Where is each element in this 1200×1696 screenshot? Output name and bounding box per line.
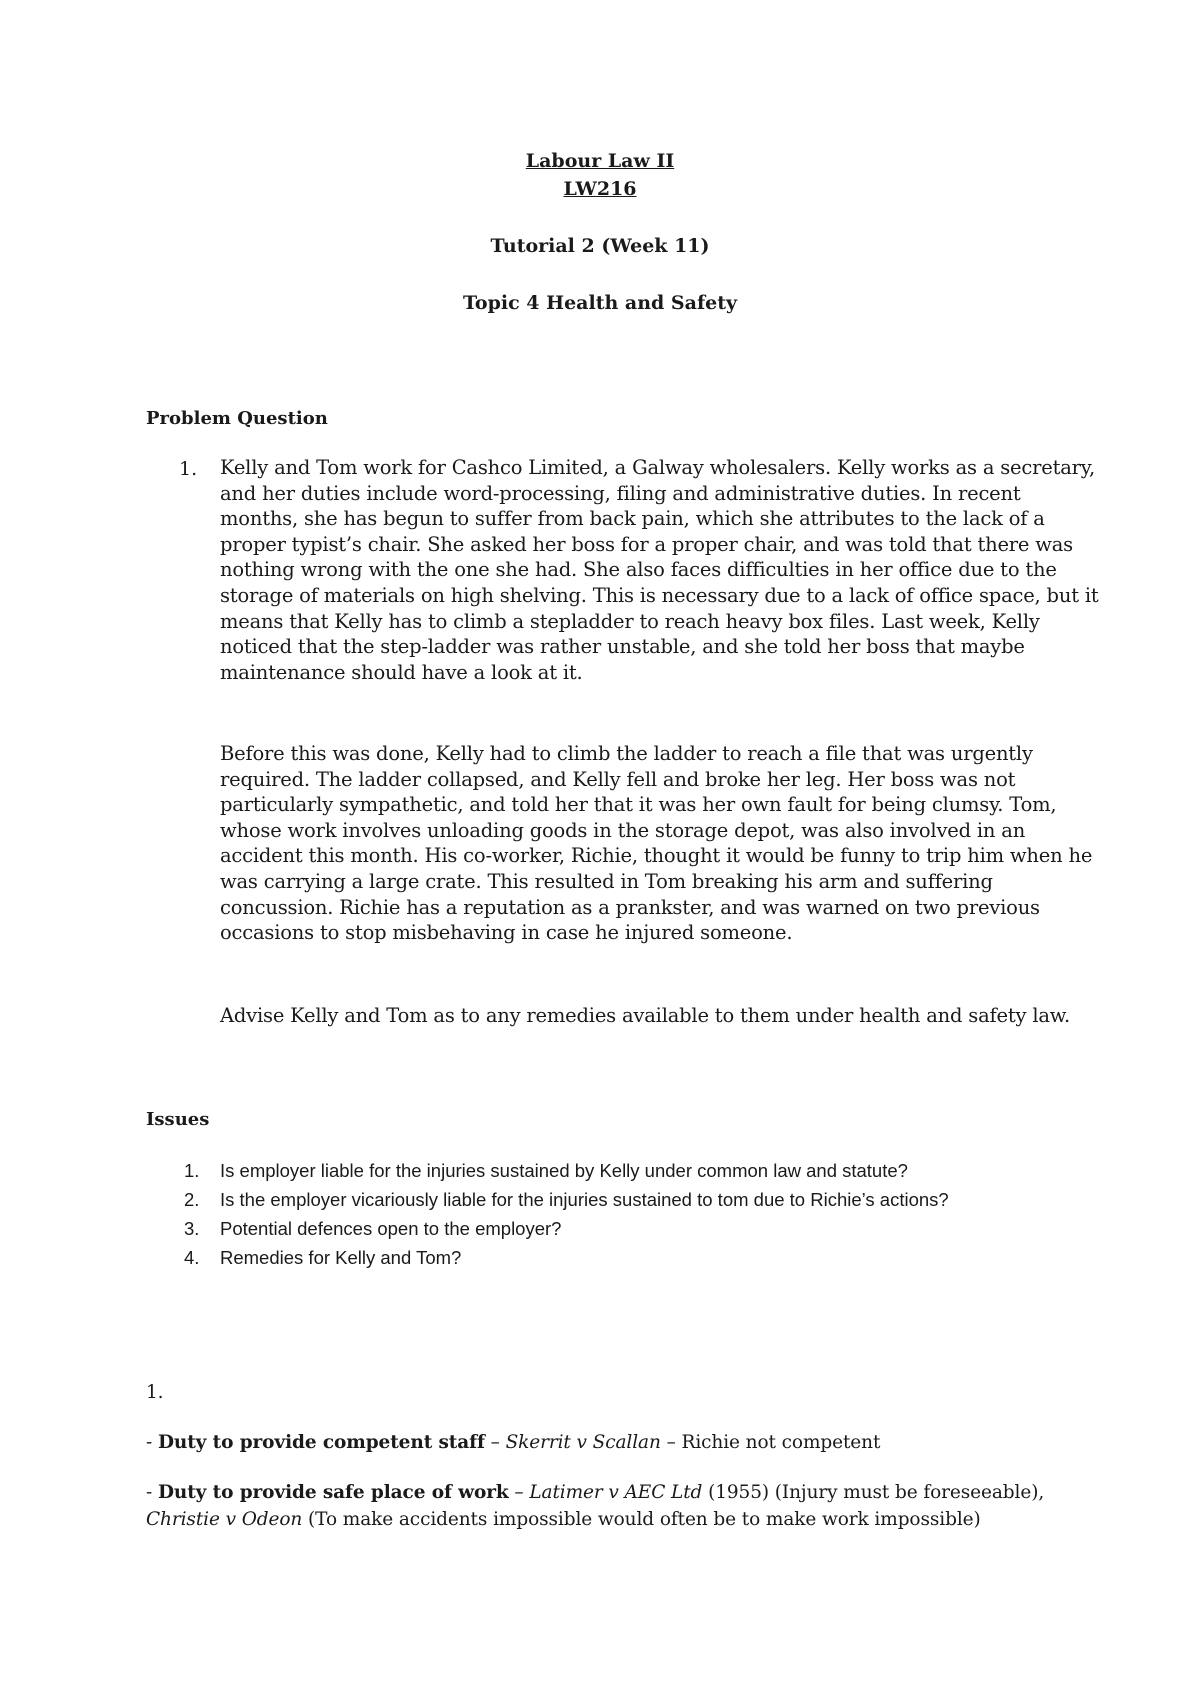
issue-item-1 <box>168 1156 1068 1185</box>
answer-line-1 <box>146 1432 880 1453</box>
line-dash: – <box>484 1432 506 1453</box>
line-prefix: - <box>146 1432 158 1453</box>
issue-text: Potential defences open to the employer? <box>220 1218 562 1239</box>
case-latimer-v-aec: Latimer v AEC Ltd <box>529 1482 703 1503</box>
line-rest: – Richie not competent <box>660 1432 881 1453</box>
case-skerrit-v-scallan: Skerrit v Scallan <box>505 1432 661 1453</box>
problem-heading: Problem Question <box>146 408 328 429</box>
issues-list <box>168 1156 1068 1272</box>
issue-text: Is employer liable for the injuries sustained by Kelly under common law and statute? <box>220 1160 908 1181</box>
problem-paragraph-1: Kelly and Tom work for Cashco Limited, a Galway wholesalers. Kelly works as a secretary, and her duties include word-processing, filing and administrative duties. In recent months, she has begun to suffer from back pain, which she attributes to the lack of a proper typist’s chair. She asked her boss for a proper chair, and was told that there was nothing wrong with the one she had. She also faces difficulties in her office due to the storage of materials on high shelving. This is necessary due to a lack of office space, but it means that Kelly has to climb a stepladder to reach heavy box files. Last week, Kelly noticed that the step-ladder was rather unstable, and she told her boss that maybe maintenance should have a look at it. <box>220 456 1099 684</box>
line-dash: – <box>508 1482 530 1503</box>
problem-number: 1. <box>179 458 198 480</box>
answer-line-2 <box>146 1482 1044 1503</box>
issue-number: 2. <box>184 1189 200 1210</box>
issue-item-4 <box>168 1243 1068 1272</box>
issues-heading: Issues <box>146 1109 210 1130</box>
problem-paragraph-3: Advise Kelly and Tom as to any remedies available to them under health and safety law. <box>220 1004 1070 1027</box>
duty-safe-place: Duty to provide safe place of work <box>157 1482 509 1503</box>
issue-number: 3. <box>184 1218 200 1239</box>
problem-paragraph-2: Before this was done, Kelly had to climb the ladder to reach a file that was urgently required. The ladder collapsed, and Kelly fell and broke her leg. Her boss was not particularly sympathetic, and told her that it was her own fault for being clumsy. Tom, whose work involves unloading goods in the storage depot, was also involved in an accident this month. His co-worker, Richie, thought it would be funny to trip him when he was carrying a large crate. This resulted in Tom breaking his arm and suffering concussion. Richie has a reputation as a prankster, and was warned on two previous occasions to stop misbehaving in case he injured someone. <box>220 742 1093 945</box>
answer-number: 1. <box>146 1382 164 1403</box>
issue-item-2 <box>168 1185 1068 1214</box>
line-prefix: - <box>146 1482 158 1503</box>
issue-text: Is the employer vicariously liable for the injuries sustained to tom due to Richie’s actions? <box>220 1189 949 1210</box>
issue-number: 4. <box>184 1247 200 1268</box>
tutorial-title: Tutorial 2 (Week 11) <box>490 235 710 257</box>
issue-item-3 <box>168 1214 1068 1243</box>
duty-competent-staff: Duty to provide competent staff <box>157 1432 485 1453</box>
line-rest: (To make accidents impossible would often be to make work impossible) <box>302 1509 981 1530</box>
case-christie-v-odeon: Christie v Odeon <box>146 1509 303 1530</box>
course-code: LW216 <box>563 178 637 200</box>
issue-number: 1. <box>184 1160 200 1181</box>
line-rest: (1955) (Injury must be foreseeable), <box>702 1482 1045 1503</box>
course-title: Labour Law II <box>525 150 675 172</box>
issue-text: Remedies for Kelly and Tom? <box>220 1247 462 1268</box>
answer-line-3 <box>146 1509 981 1530</box>
topic-title: Topic 4 Health and Safety <box>462 292 738 314</box>
